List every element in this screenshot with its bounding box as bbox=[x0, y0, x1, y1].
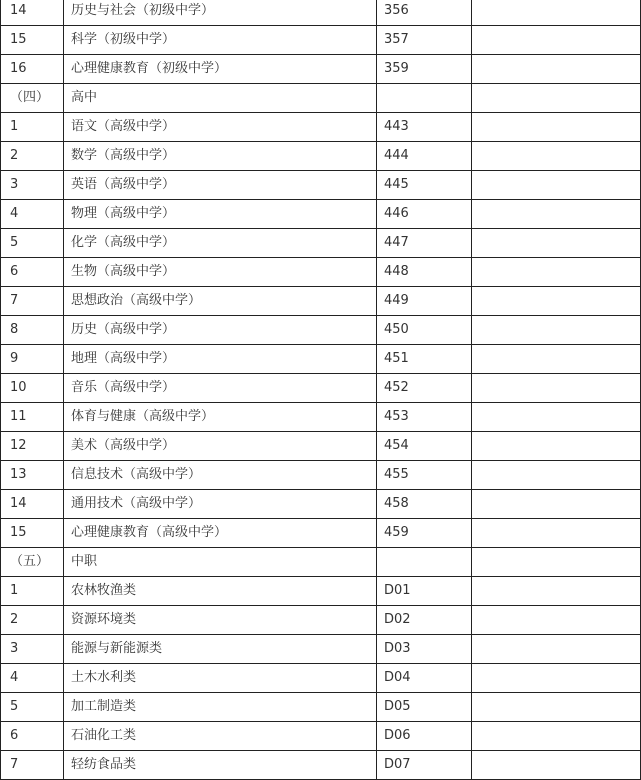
subject-code-cell: 450 bbox=[377, 316, 472, 345]
subject-name-cell: 石油化工类 bbox=[64, 722, 377, 751]
extra-cell bbox=[472, 287, 641, 316]
subject-code-cell: 446 bbox=[377, 200, 472, 229]
extra-cell bbox=[472, 548, 641, 577]
table-row bbox=[1, 432, 641, 461]
table-row bbox=[1, 751, 641, 780]
row-index-cell: 4 bbox=[1, 200, 64, 229]
subject-code-cell: D04 bbox=[377, 664, 472, 693]
subject-name-cell: 音乐（高级中学） bbox=[64, 374, 377, 403]
extra-cell bbox=[472, 55, 641, 84]
extra-cell bbox=[472, 693, 641, 722]
row-index-cell: 1 bbox=[1, 113, 64, 142]
table-row bbox=[1, 345, 641, 374]
table-row bbox=[1, 577, 641, 606]
subject-code-cell: 459 bbox=[377, 519, 472, 548]
extra-cell bbox=[472, 606, 641, 635]
table-row bbox=[1, 316, 641, 345]
extra-cell bbox=[472, 113, 641, 142]
subject-name-cell: 物理（高级中学） bbox=[64, 200, 377, 229]
row-index-cell: 16 bbox=[1, 55, 64, 84]
table-row bbox=[1, 55, 641, 84]
subject-table-body bbox=[1, 0, 641, 780]
subject-name-cell: 地理（高级中学） bbox=[64, 345, 377, 374]
row-index-cell: 14 bbox=[1, 490, 64, 519]
subject-code-cell: 356 bbox=[377, 0, 472, 26]
subject-code-cell: 455 bbox=[377, 461, 472, 490]
row-index-cell: 5 bbox=[1, 693, 64, 722]
subject-name-cell: 语文（高级中学） bbox=[64, 113, 377, 142]
section-header-row bbox=[1, 548, 641, 577]
extra-cell bbox=[472, 0, 641, 26]
table-row bbox=[1, 664, 641, 693]
row-index-cell: 8 bbox=[1, 316, 64, 345]
row-index-cell: 11 bbox=[1, 403, 64, 432]
extra-cell bbox=[472, 403, 641, 432]
row-index-cell: 9 bbox=[1, 345, 64, 374]
subject-code-cell: 449 bbox=[377, 287, 472, 316]
table-row bbox=[1, 113, 641, 142]
subject-code-cell: 447 bbox=[377, 229, 472, 258]
extra-cell bbox=[472, 664, 641, 693]
extra-cell bbox=[472, 316, 641, 345]
extra-cell bbox=[472, 374, 641, 403]
subject-name-cell: 美术（高级中学） bbox=[64, 432, 377, 461]
row-index-cell: （四） bbox=[1, 84, 64, 113]
row-index-cell: 15 bbox=[1, 519, 64, 548]
subject-name-cell: 土木水利类 bbox=[64, 664, 377, 693]
subject-name-cell: 体育与健康（高级中学） bbox=[64, 403, 377, 432]
subject-name-cell: 生物（高级中学） bbox=[64, 258, 377, 287]
extra-cell bbox=[472, 751, 641, 780]
extra-cell bbox=[472, 258, 641, 287]
subject-name-cell: 轻纺食品类 bbox=[64, 751, 377, 780]
table-row bbox=[1, 519, 641, 548]
table-row bbox=[1, 490, 641, 519]
table-row bbox=[1, 258, 641, 287]
extra-cell bbox=[472, 519, 641, 548]
extra-cell bbox=[472, 200, 641, 229]
subject-code-cell: 357 bbox=[377, 26, 472, 55]
table-row bbox=[1, 461, 641, 490]
section-header-row bbox=[1, 84, 641, 113]
extra-cell bbox=[472, 26, 641, 55]
subject-code-cell: 359 bbox=[377, 55, 472, 84]
subject-name-cell: 能源与新能源类 bbox=[64, 635, 377, 664]
extra-cell bbox=[472, 490, 641, 519]
subject-code-cell: 443 bbox=[377, 113, 472, 142]
subject-code-cell: D07 bbox=[377, 751, 472, 780]
table-row bbox=[1, 0, 641, 26]
table-row bbox=[1, 693, 641, 722]
subject-name-cell: 英语（高级中学） bbox=[64, 171, 377, 200]
row-index-cell: 7 bbox=[1, 287, 64, 316]
extra-cell bbox=[472, 461, 641, 490]
subject-name-cell: 通用技术（高级中学） bbox=[64, 490, 377, 519]
subject-code-cell: 445 bbox=[377, 171, 472, 200]
subject-name-cell: 思想政治（高级中学） bbox=[64, 287, 377, 316]
row-index-cell: 2 bbox=[1, 606, 64, 635]
table-row bbox=[1, 200, 641, 229]
row-index-cell: 10 bbox=[1, 374, 64, 403]
row-index-cell: 1 bbox=[1, 577, 64, 606]
subject-code-cell: D02 bbox=[377, 606, 472, 635]
extra-cell bbox=[472, 722, 641, 751]
extra-cell bbox=[472, 84, 641, 113]
table-row bbox=[1, 606, 641, 635]
subject-name-cell: 历史（高级中学） bbox=[64, 316, 377, 345]
table-row bbox=[1, 26, 641, 55]
subject-code-cell: 444 bbox=[377, 142, 472, 171]
row-index-cell: 6 bbox=[1, 722, 64, 751]
row-index-cell: 2 bbox=[1, 142, 64, 171]
subject-name-cell: 信息技术（高级中学） bbox=[64, 461, 377, 490]
subject-code-cell: 451 bbox=[377, 345, 472, 374]
row-index-cell: 3 bbox=[1, 635, 64, 664]
table-row bbox=[1, 171, 641, 200]
subject-name-cell: 数学（高级中学） bbox=[64, 142, 377, 171]
extra-cell bbox=[472, 229, 641, 258]
subject-code-cell: 452 bbox=[377, 374, 472, 403]
subject-code-cell: 454 bbox=[377, 432, 472, 461]
row-index-cell: 4 bbox=[1, 664, 64, 693]
row-index-cell: 13 bbox=[1, 461, 64, 490]
subject-name-cell: 高中 bbox=[64, 84, 377, 113]
subject-code-cell: 448 bbox=[377, 258, 472, 287]
subject-code-cell: D03 bbox=[377, 635, 472, 664]
subject-name-cell: 历史与社会（初级中学） bbox=[64, 0, 377, 26]
table-row bbox=[1, 403, 641, 432]
table-row bbox=[1, 374, 641, 403]
extra-cell bbox=[472, 171, 641, 200]
table-row bbox=[1, 287, 641, 316]
subject-code-cell: D05 bbox=[377, 693, 472, 722]
extra-cell bbox=[472, 635, 641, 664]
subject-code-cell: D01 bbox=[377, 577, 472, 606]
subject-code-cell: 453 bbox=[377, 403, 472, 432]
subject-name-cell: 加工制造类 bbox=[64, 693, 377, 722]
extra-cell bbox=[472, 345, 641, 374]
row-index-cell: 15 bbox=[1, 26, 64, 55]
subject-name-cell: 科学（初级中学） bbox=[64, 26, 377, 55]
row-index-cell: 6 bbox=[1, 258, 64, 287]
extra-cell bbox=[472, 432, 641, 461]
row-index-cell: 3 bbox=[1, 171, 64, 200]
extra-cell bbox=[472, 577, 641, 606]
subject-name-cell: 中职 bbox=[64, 548, 377, 577]
table-row bbox=[1, 722, 641, 751]
subject-name-cell: 心理健康教育（高级中学） bbox=[64, 519, 377, 548]
table-row bbox=[1, 142, 641, 171]
table-row bbox=[1, 635, 641, 664]
row-index-cell: 7 bbox=[1, 751, 64, 780]
subject-code-cell bbox=[377, 84, 472, 113]
row-index-cell: 14 bbox=[1, 0, 64, 26]
subject-code-cell bbox=[377, 548, 472, 577]
row-index-cell: （五） bbox=[1, 548, 64, 577]
subject-name-cell: 化学（高级中学） bbox=[64, 229, 377, 258]
subject-code-cell: 458 bbox=[377, 490, 472, 519]
row-index-cell: 5 bbox=[1, 229, 64, 258]
extra-cell bbox=[472, 142, 641, 171]
table-row bbox=[1, 229, 641, 258]
subject-name-cell: 资源环境类 bbox=[64, 606, 377, 635]
subject-name-cell: 农林牧渔类 bbox=[64, 577, 377, 606]
subject-code-cell: D06 bbox=[377, 722, 472, 751]
subject-name-cell: 心理健康教育（初级中学） bbox=[64, 55, 377, 84]
row-index-cell: 12 bbox=[1, 432, 64, 461]
